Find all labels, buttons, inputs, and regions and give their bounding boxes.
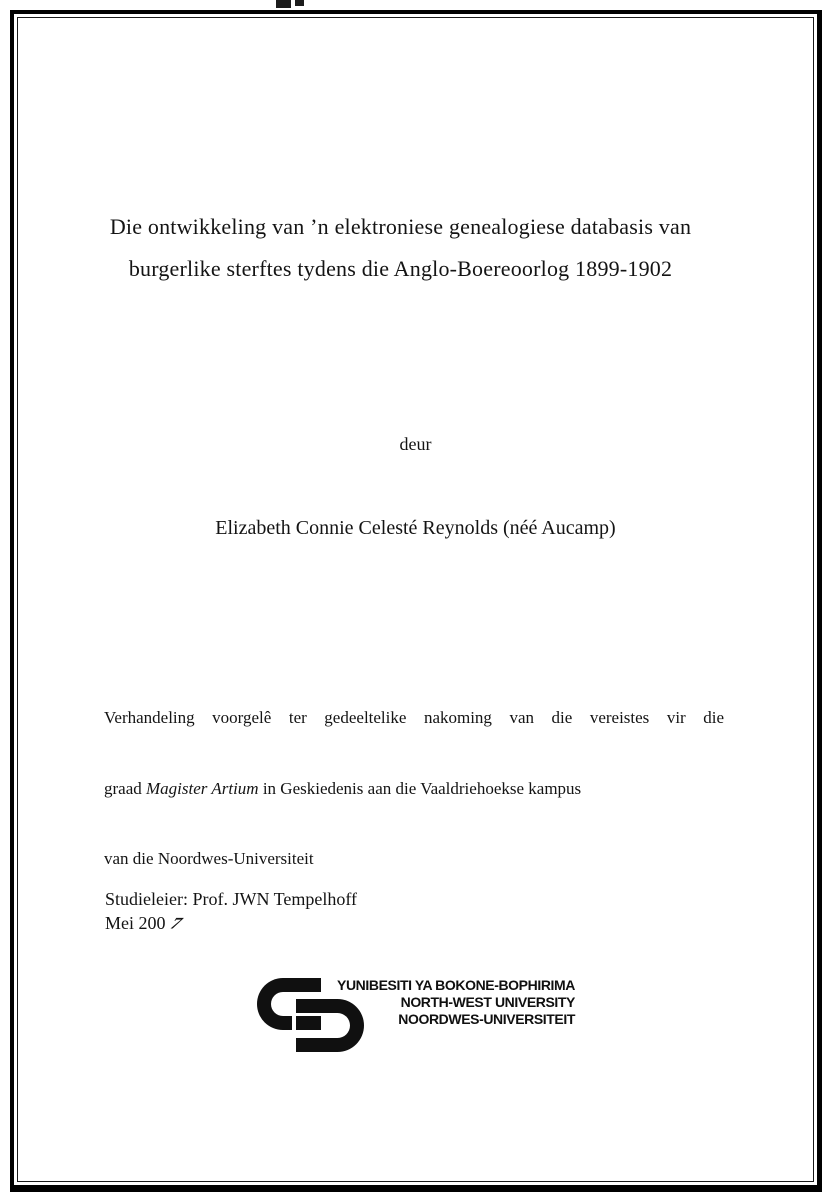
degree-statement (104, 659, 724, 918)
handwritten-digit: 7 (165, 914, 187, 933)
byline-deur: deur (399, 434, 432, 454)
date-prefix: Mei 200 (105, 913, 166, 933)
supervisor-and-date (105, 887, 357, 935)
university-name-setswana: YUNIBESITI YA BOKONE-BOPHIRIMA (337, 977, 575, 993)
university-name-afrikaans: NOORDWES-UNIVERSITEIT (398, 1010, 575, 1027)
thesis-title-line-2: burgerlike sterftes tydens die Anglo-Boereoorlog 1899-1902 (128, 256, 673, 281)
university-name-english: NORTH-WEST UNIVERSITY (400, 993, 575, 1010)
degree-statement-line-2 (104, 777, 724, 801)
author-name: Elizabeth Connie Celesté Reynolds (néé Aucamp) (215, 517, 616, 539)
thesis-title-line-1: Die ontwikkeling van ’n elektroniese genealogiese databasis van (109, 214, 692, 239)
degree-statement-line-1: Verhandeling voorgelê ter gedeeltelike nakoming van die vereistes vir die (104, 708, 724, 727)
date-line (105, 911, 357, 935)
degree-statement-line-2-pre: graad (104, 778, 147, 798)
supervisor-line: Studieleier: Prof. JWN Tempelhoff (105, 889, 358, 909)
university-logo (257, 976, 587, 1056)
university-wordmark (329, 977, 575, 1027)
degree-statement-line-2-post: in Geskiedenis aan die Vaaldriehoekse kampus (258, 778, 582, 798)
degree-statement-line-3: van die Noordwes-Universiteit (104, 849, 314, 868)
degree-name-italic: Magister Artium (146, 778, 259, 798)
